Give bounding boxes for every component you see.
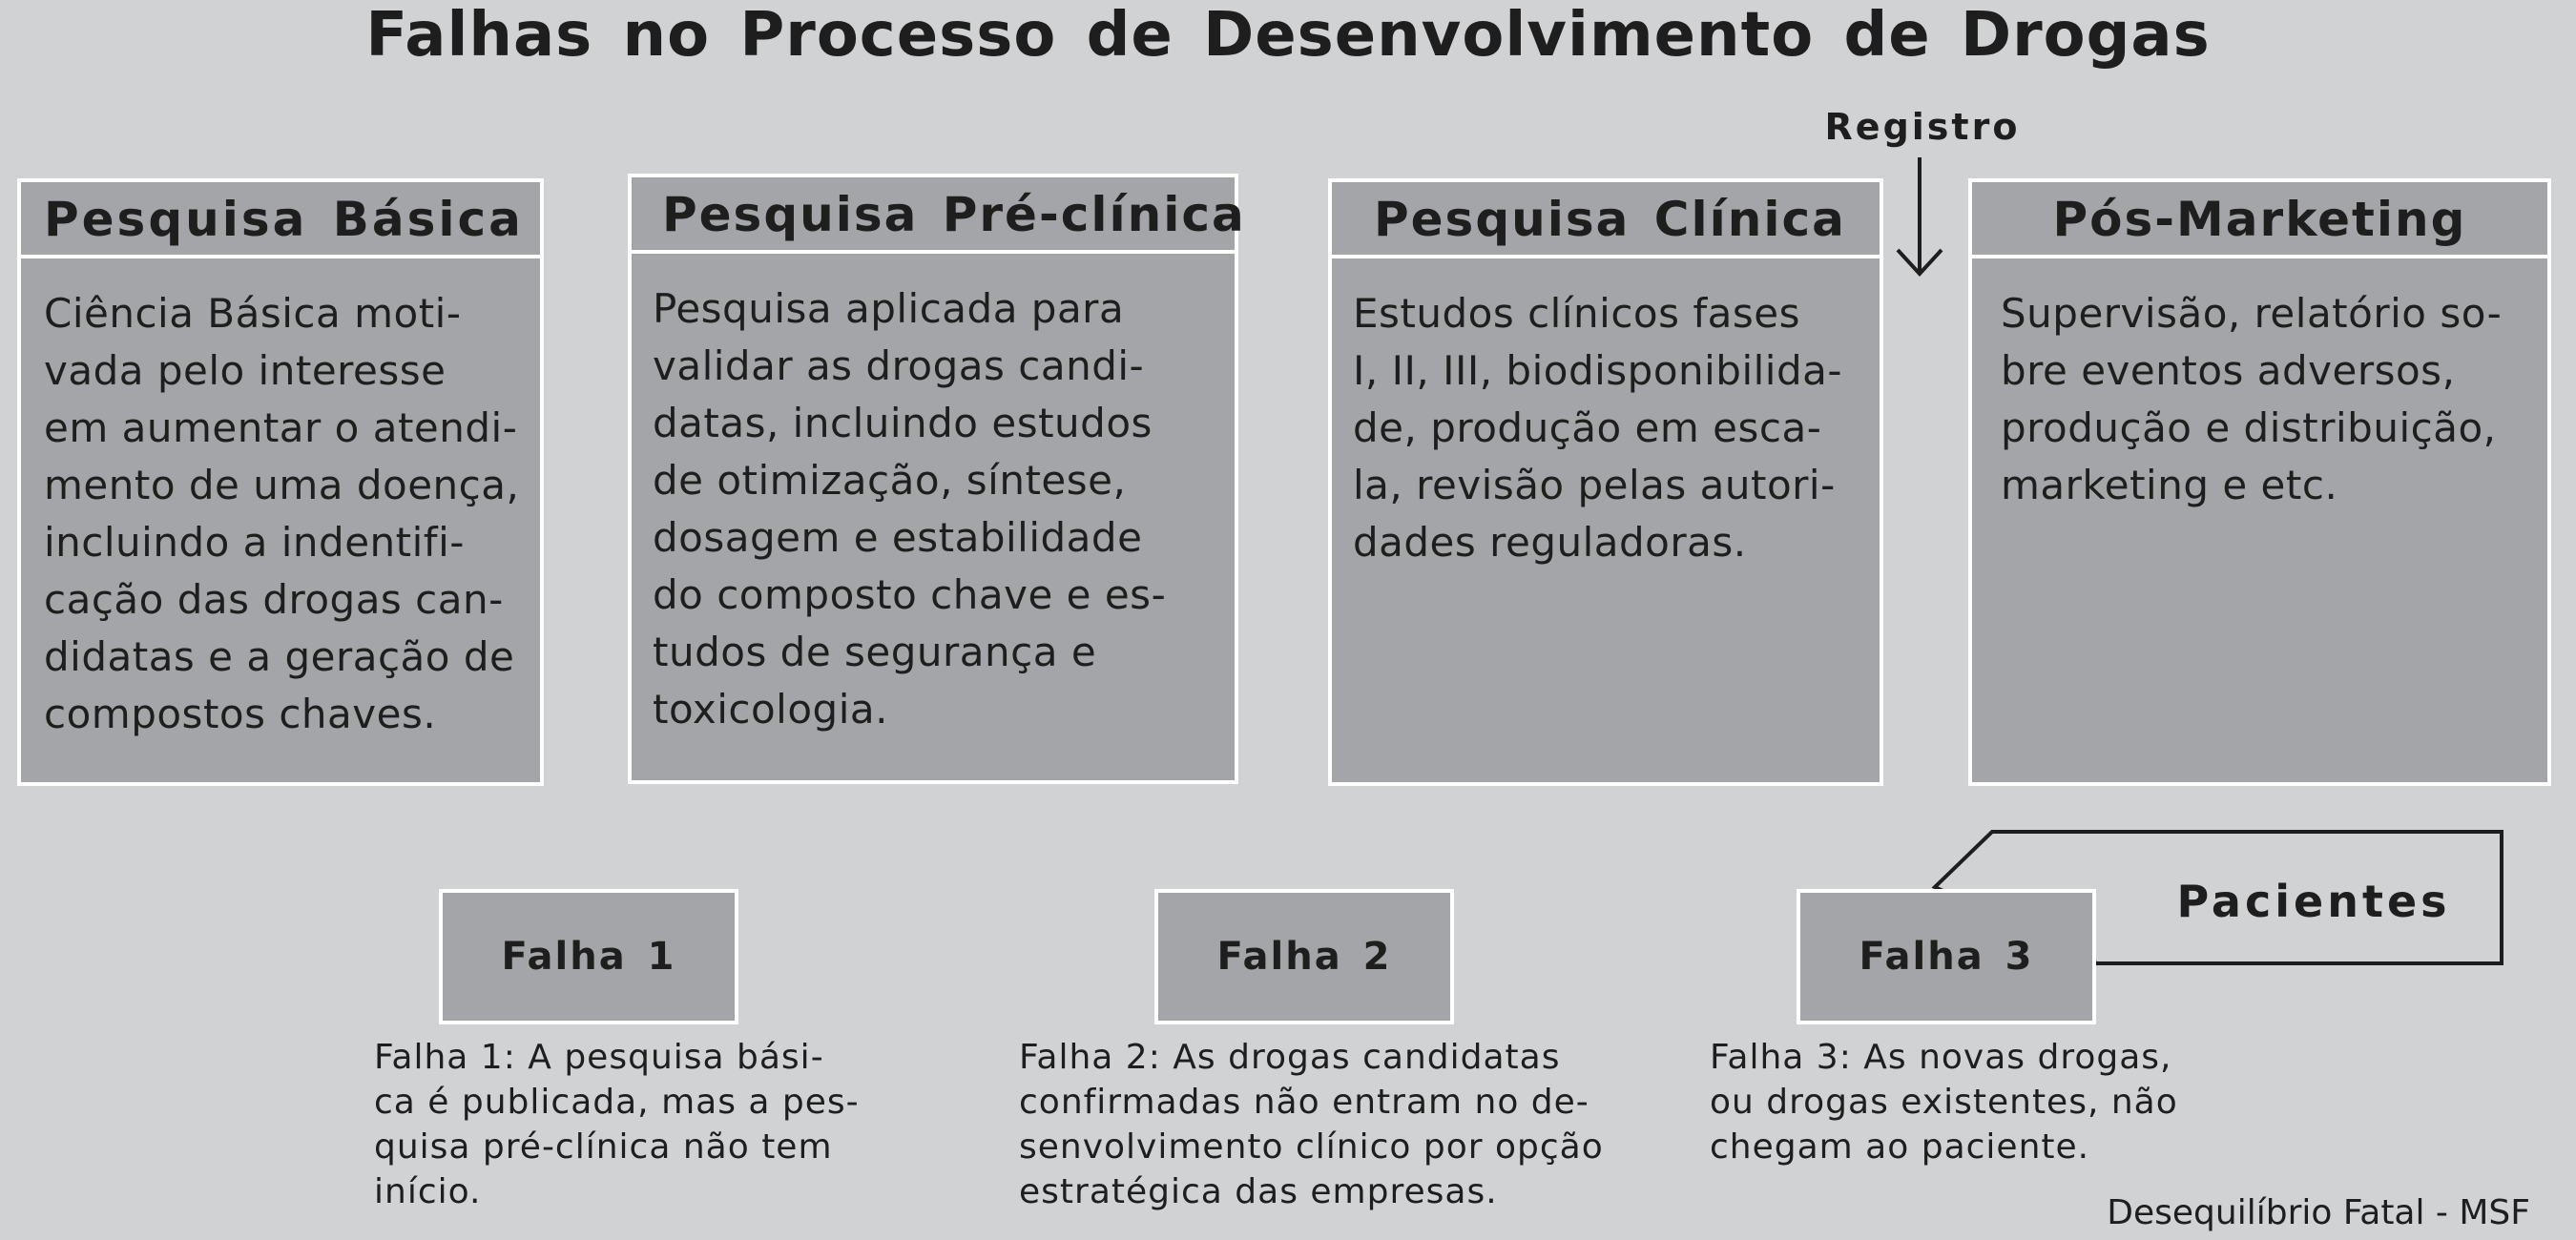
falha-3-box: Falha 3 bbox=[1797, 889, 2096, 1024]
falha-1-box: Falha 1 bbox=[439, 889, 738, 1024]
stage-title: Pesquisa Clínica bbox=[1332, 182, 1880, 258]
falha-2-description: Falha 2: As drogas candidatas confirmadas não entram no de- senvolvimento clínico por opção estratégica das empresas. bbox=[1019, 1038, 1604, 1211]
down-arrow-icon bbox=[1898, 157, 1942, 274]
falha-3-description: Falha 3: As novas drogas, ou drogas existentes, não chegam ao paciente. bbox=[1710, 1038, 2178, 1167]
stage-title: Pesquisa Pré-clínica bbox=[632, 177, 1235, 254]
stage-description: Pesquisa aplicada para validar as drogas candi- datas, incluindo estudos de otimização, síntese, dosagem e estabilidade do composto chave e es- tudos de segurança e toxicologia. bbox=[653, 285, 1167, 733]
registro-label: Registro bbox=[1824, 106, 2021, 148]
source-credit: Desequilíbrio Fatal - MSF bbox=[2107, 1193, 2530, 1232]
falha-2-box: Falha 2 bbox=[1154, 889, 1454, 1024]
stage-description: Estudos clínicos fases I, II, III, biodisponibilida- de, produção em esca- la, revisão pelas autori- dades reguladoras. bbox=[1353, 290, 1843, 566]
falha-1-description: Falha 1: A pesquisa bási- ca é publicada, mas a pes- quisa pré-clínica não tem início. bbox=[374, 1038, 860, 1211]
pacientes-label: Pacientes bbox=[2176, 876, 2451, 927]
stage-description: Ciência Básica moti- vada pelo interesse em aumentar o atendi- mento de uma doença, incluindo a indentifi- cação das drogas can- didatas e a geração de compostos chaves. bbox=[44, 290, 520, 737]
stage-title: Pesquisa Básica bbox=[21, 182, 540, 258]
diagram-title: Falhas no Processo de Desenvolvimento de Drogas bbox=[365, 0, 2211, 71]
stage-title: Pós-Marketing bbox=[1972, 182, 2547, 258]
stage-description: Supervisão, relatório so- bre eventos adversos, produção e distribuição, marketing e etc. bbox=[2001, 290, 2503, 508]
